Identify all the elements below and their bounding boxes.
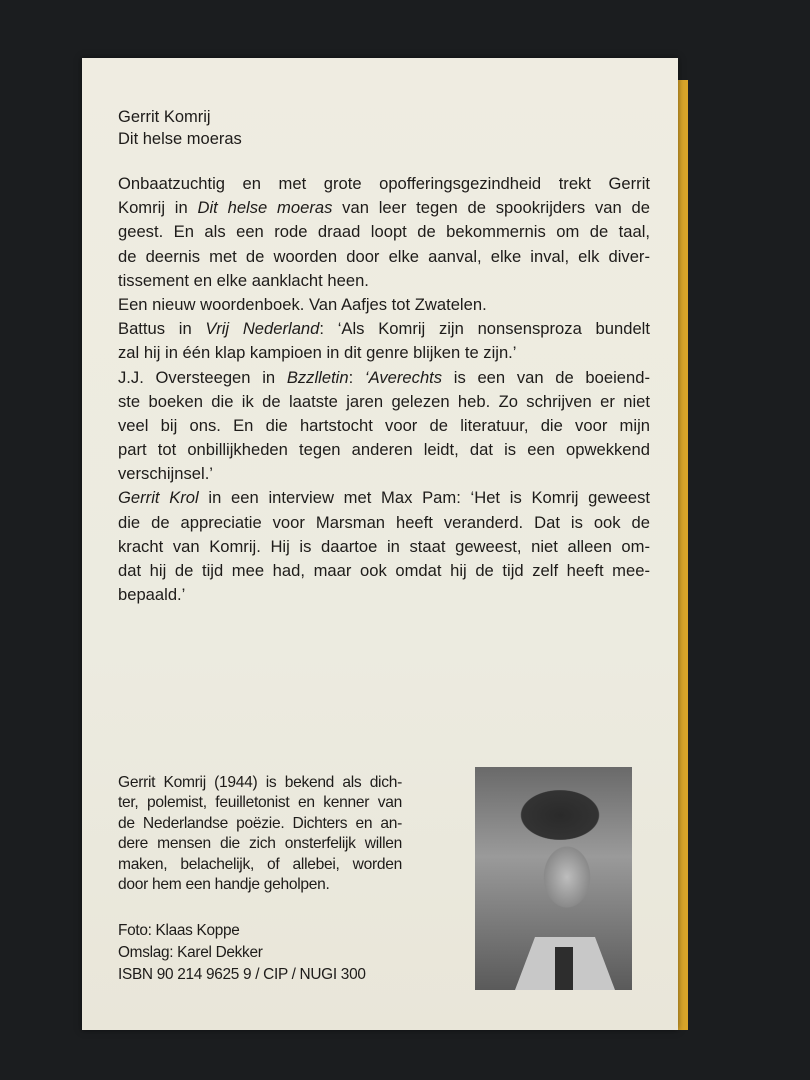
text-segment: Komrij in	[118, 198, 198, 218]
text-segment: Gerrit Komrij (1944) is bekend als dich-	[118, 774, 402, 791]
text-line	[118, 773, 402, 793]
photo-credit: Foto: Klaas Koppe	[118, 922, 240, 939]
text-line	[118, 390, 650, 414]
text-segment: Onbaatzuchtig en met grote opofferingsgezindheid trekt Gerrit	[118, 174, 650, 193]
text-line	[118, 293, 650, 317]
text-line	[118, 220, 650, 244]
text-segment: in een interview met Max Pam: ‘Het is Komrij geweest	[198, 488, 650, 508]
text-segment: verschijnsel.’	[118, 464, 213, 484]
text-segment: Battus in	[118, 319, 206, 339]
text-segment: kracht van Komrij. Hij is daartoe in staat geweest, niet alleen om-	[118, 536, 650, 556]
italic-title: Bzzlletin	[286, 367, 349, 387]
text-line	[118, 855, 402, 875]
text-segment: die de appreciatie voor Marsman heeft veranderd. Dat is ook de	[118, 512, 650, 532]
text-segment: ste boeken die ik de laatste jaren gelezen heb. Zo schrijven er niet	[118, 391, 650, 411]
text-line	[118, 462, 650, 486]
text-segment: tissement en elke aanklacht heen.	[118, 270, 369, 290]
italic-title: Vrij Nederland	[205, 319, 320, 339]
text-segment: :	[348, 367, 365, 387]
text-segment: de deernis met de woorden door elke aanval, elke inval, elk diver-	[118, 246, 650, 266]
text-line	[118, 814, 402, 834]
photo-tie	[555, 947, 573, 990]
author-photo	[475, 767, 632, 990]
text-segment: J.J. Oversteegen in	[118, 367, 287, 387]
text-segment: : ‘Als Komrij zijn nonsensproza bundelt	[319, 319, 650, 339]
text-segment: veel bij ons. En die hartstocht voor de literatuur, die voor mijn	[118, 415, 650, 435]
text-segment: de Nederlandse poëzie. Dichters en an-	[118, 814, 402, 832]
text-line	[118, 366, 650, 390]
book-title: Dit helse moeras	[118, 130, 242, 148]
text-line	[118, 414, 650, 438]
text-segment: ter, polemist, feuilletonist en kenner van	[118, 794, 402, 812]
text-segment: door hem een handje geholpen.	[118, 875, 330, 893]
text-line	[118, 834, 402, 854]
text-line	[118, 317, 650, 341]
text-line	[118, 196, 650, 220]
text-segment: Een nieuw woordenboek. Van Aafjes tot Zwatelen.	[118, 294, 487, 314]
author-bio	[118, 773, 402, 895]
text-segment: dere mensen die zich onsterfelijk willen	[118, 835, 402, 853]
credits	[118, 920, 366, 986]
text-line	[118, 486, 650, 510]
text-segment: dat hij de tijd mee had, maar ook omdat hij de tijd zelf heeft mee-	[118, 561, 650, 580]
text-segment: zal hij in één klap kampioen in dit genre blijken te zijn.’	[118, 343, 517, 363]
author-name: Gerrit Komrij	[118, 108, 211, 126]
text-segment: bepaald.’	[118, 585, 186, 605]
text-line	[118, 535, 650, 559]
text-line	[118, 269, 650, 293]
italic-title: Dit helse moeras	[197, 198, 333, 218]
text-line	[118, 245, 650, 269]
text-segment: part tot onbillijkheden tegen anderen leidt, dat is een opwekkend	[118, 440, 650, 460]
text-line	[118, 172, 650, 196]
text-line	[118, 875, 402, 895]
text-segment: geest. En als een rode draad loopt de bekommernis om de taal,	[118, 222, 650, 242]
text-line	[118, 559, 650, 583]
text-segment: van leer tegen de spookrijders van de	[332, 198, 650, 218]
isbn: ISBN 90 214 9625 9 / CIP / NUGI 300	[118, 966, 366, 983]
text-line	[118, 793, 402, 813]
text-line	[118, 511, 650, 535]
text-segment: is een van de boeiend-	[442, 367, 650, 387]
text-line	[118, 438, 650, 462]
text-line	[118, 583, 650, 607]
cover-credit: Omslag: Karel Dekker	[118, 944, 263, 961]
text-segment: maken, belachelijk, of allebei, worden	[118, 855, 402, 873]
italic-title: ‘Averechts	[364, 367, 443, 387]
text-line	[118, 341, 650, 365]
italic-title: Gerrit Krol	[118, 488, 199, 508]
blurb-text	[118, 172, 650, 607]
